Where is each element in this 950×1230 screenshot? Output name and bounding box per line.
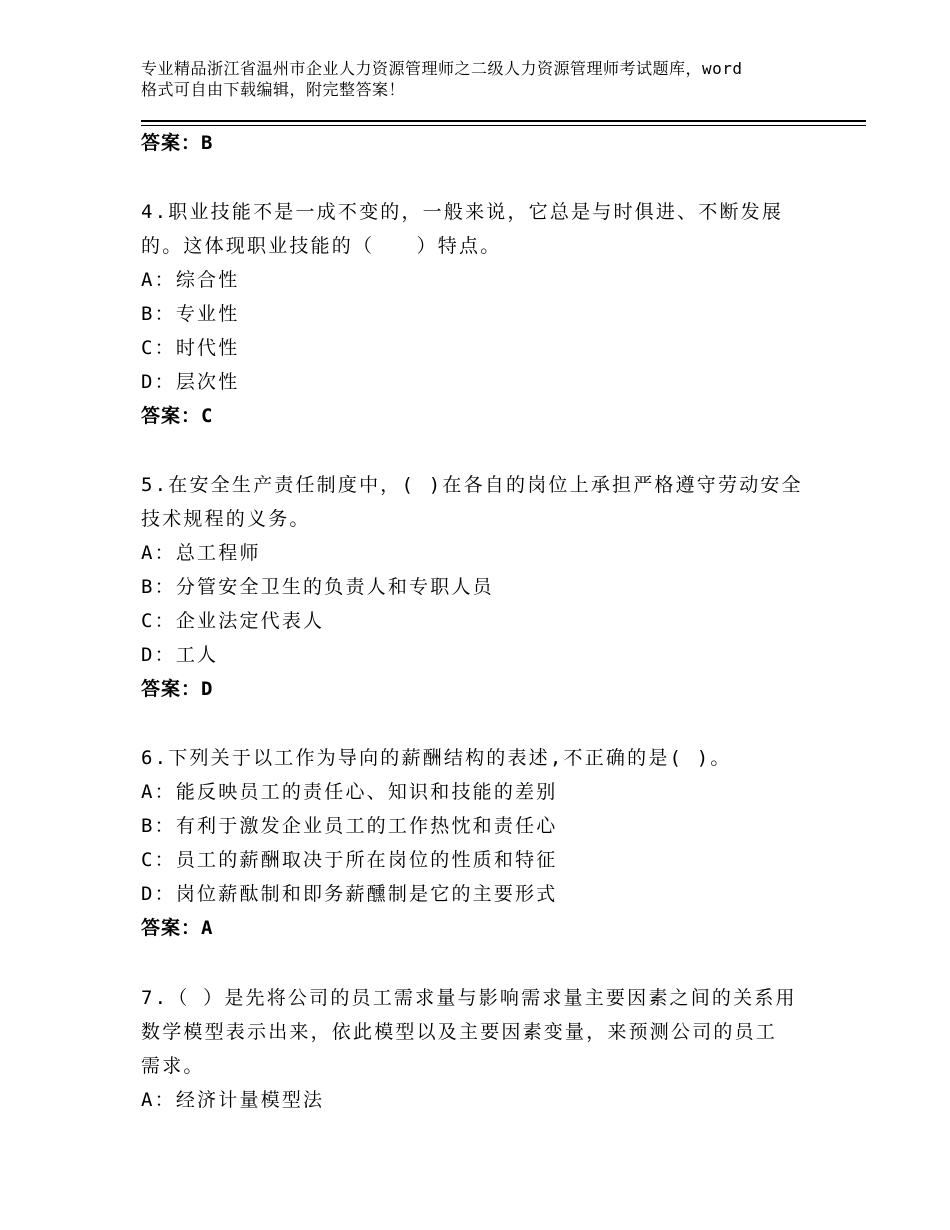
option-a: A：总工程师 — [141, 542, 261, 564]
question-stem-line: 数学模型表示出来，依此模型以及主要因素变量，来预测公司的员工 — [141, 1021, 778, 1043]
option-a: A：能反映员工的责任心、知识和技能的差别 — [141, 781, 558, 803]
option-b: B：分管安全卫生的负责人和专职人员 — [141, 576, 494, 598]
option-d: D：层次性 — [141, 371, 240, 393]
header-rule-thick — [141, 120, 866, 122]
option-c: C：时代性 — [141, 337, 240, 359]
question-5 — [141, 468, 821, 706]
option-a: A：综合性 — [141, 269, 240, 291]
question-stem-line: 技术规程的义务。 — [141, 508, 311, 530]
page-header — [141, 58, 821, 100]
option-b: B：有利于激发企业员工的工作热忱和责任心 — [141, 815, 558, 837]
header-line-2: 格式可自由下载编辑，附完整答案！ — [141, 80, 406, 99]
option-c: C：企业法定代表人 — [141, 610, 325, 632]
question-6 — [141, 741, 821, 945]
answer: 答案：C — [141, 405, 214, 427]
previous-answer-block — [141, 126, 821, 160]
question-stem-line: 5.在安全生产责任制度中，( )在各自的岗位上承担严格遵守劳动安全 — [141, 474, 803, 496]
question-4 — [141, 195, 821, 433]
question-7 — [141, 981, 821, 1117]
header-line-1: 专业精品浙江省温州市企业人力资源管理师之二级人力资源管理师考试题库，word — [141, 59, 743, 78]
question-stem-line: 4.职业技能不是一成不变的，一般来说，它总是与时俱进、不断发展 — [141, 201, 784, 223]
answer: 答案：A — [141, 917, 214, 939]
option-c: C：员工的薪酬取决于所在岗位的性质和特征 — [141, 849, 558, 871]
question-stem-line: 7.（ ）是先将公司的员工需求量与影响需求量主要因素之间的关系用 — [141, 987, 797, 1009]
option-b: B：专业性 — [141, 303, 240, 325]
question-stem-line: 需求。 — [141, 1055, 205, 1077]
question-stem-line: 的。这体现职业技能的（ ）特点。 — [141, 235, 502, 257]
answer: 答案：D — [141, 678, 214, 700]
question-stem-line: 6.下列关于以工作为导向的薪酬结构的表述,不正确的是( )。 — [141, 747, 732, 769]
previous-answer: 答案：B — [141, 132, 214, 154]
option-a: A：经济计量模型法 — [141, 1089, 325, 1111]
option-d: D：岗位薪酞制和即务薪醺制是它的主要形式 — [141, 883, 558, 905]
option-d: D：工人 — [141, 644, 219, 666]
